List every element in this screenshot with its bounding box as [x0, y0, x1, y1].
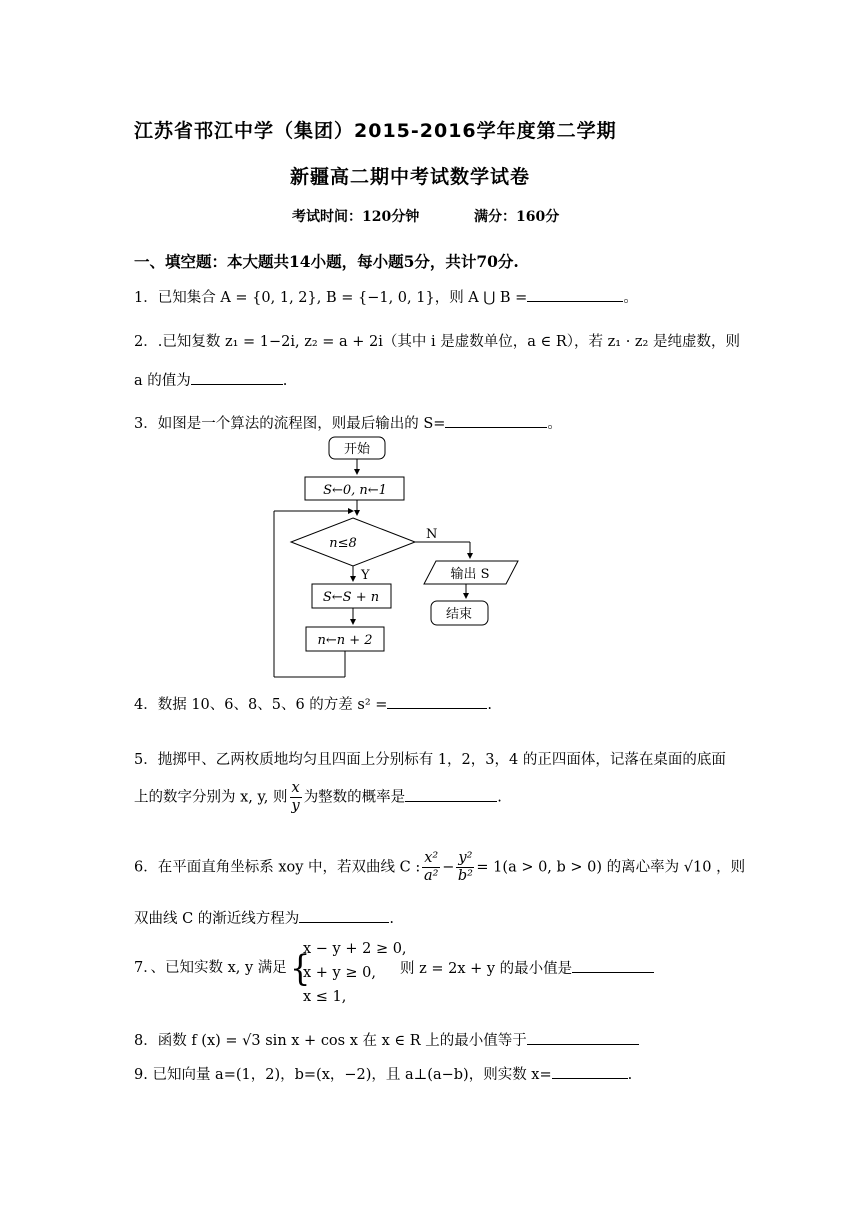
title-line-1: 江苏省邗江中学（集团）2015-2016学年度第二学期	[134, 120, 617, 142]
full-score: 满分：160分	[474, 209, 560, 225]
flow-yes-label: Y	[361, 568, 370, 583]
question-8	[134, 1030, 639, 1051]
question-6-line-2: 双曲线 C 的渐近线方程为 .	[134, 908, 394, 929]
fraction-x-over-y: $\frac{x}{y}$	[291, 780, 300, 814]
question-4-text: 4．数据 10、6、8、5、6 的方差 s² =	[134, 697, 388, 713]
answer-blank-5[interactable]	[405, 787, 497, 802]
question-5	[134, 750, 726, 770]
question-7: 7．、已知实数 x, y 满足	[134, 960, 287, 976]
answer-blank-6[interactable]	[299, 908, 389, 923]
question-5-text: 5．抛掷甲、乙两枚质地均匀且四面上分别标有 1，2，3，4 的正四面体，记落在桌面的底面	[134, 752, 726, 768]
question-7-tail: 则 z = 2x + y 的最小值是	[400, 958, 654, 979]
answer-blank-9[interactable]	[552, 1064, 628, 1079]
flow-end-label: 结束	[445, 607, 473, 622]
question-8-text: 8．函数 f (x) = √3 sin x + cos x 在 x ∈ R 上的最小值等于	[134, 1033, 527, 1049]
flow-update-s-label: S←S + n	[322, 590, 380, 605]
question-1-text: 1．已知集合 A = {0, 1, 2}, B = {−1, 0, 1}，则 A ⋃ B =	[134, 290, 528, 306]
question-1: 1．已知集合 A = {0, 1, 2}, B = {−1, 0, 1}，则 A ⋃ B = 。	[134, 287, 638, 308]
flow-output-label: 输出 S	[450, 567, 490, 582]
flow-no-label: N	[426, 527, 438, 542]
answer-blank-7[interactable]	[572, 958, 654, 973]
question-4: 4．数据 10、6、8、5、6 的方差 s² = .	[134, 694, 492, 715]
flow-start-label: 开始	[343, 442, 371, 457]
section-heading: 一、填空题：本大题共14小题，每小题5分，共计70分.	[134, 252, 519, 271]
answer-blank-8[interactable]	[527, 1030, 639, 1045]
brace: {	[290, 947, 311, 989]
question-9-text: 9. 已知向量 a=(1，2)，b=(x，−2)，且 a⊥(a−b)，则实数 x=	[134, 1067, 552, 1083]
question-5-line-2: 上的数字分别为 x, y, 则 $\frac{x}{y}$ 为整数的概率是 .	[134, 780, 502, 814]
flow-condition-label: n≤8	[329, 536, 357, 551]
question-9: 9. 已知向量 a=(1，2)，b=(x，−2)，且 a⊥(a−b)，则实数 x= .	[134, 1064, 632, 1085]
question-2-line-2: a 的值为 .	[134, 370, 287, 391]
flow-update-n-label: n←n + 2	[317, 633, 373, 648]
answer-blank-4[interactable]	[387, 694, 487, 709]
question-3: 3．如图是一个算法的流程图，则最后输出的 S= 。	[134, 413, 562, 434]
question-3-text: 3．如图是一个算法的流程图，则最后输出的 S=	[134, 416, 446, 432]
fraction-x2-a2: $\frac{\text{x²}}{\text{a²}}$	[424, 850, 439, 884]
constraint-system: x − y + 2 ≥ 0, x + y ≥ 0, x ≤ 1,	[303, 941, 407, 1005]
title-line-2: 新疆高二期中考试数学试卷	[290, 166, 531, 188]
flow-init-label: S←0, n←1	[323, 483, 387, 498]
question-6: 6．在平面直角坐标系 xoy 中，若双曲线 C : $\frac{\text{x²}}{\text{a²}}$ − $\frac{\text{y²}}{\text{b²}}$ = 1(a > 0, b > 0) 的离心率为 √10 ，则	[134, 850, 746, 884]
exam-time: 考试时间：120分钟	[292, 209, 420, 225]
fraction-y2-b2: $\frac{\text{y²}}{\text{b²}}$	[457, 850, 473, 884]
question-2-text: 2．.已知复数 z₁ = 1−2i, z₂ = a + 2i（其中 i 是虚数单位，a ∈ R），若 z₁ · z₂ 是纯虚数，则	[134, 334, 740, 350]
